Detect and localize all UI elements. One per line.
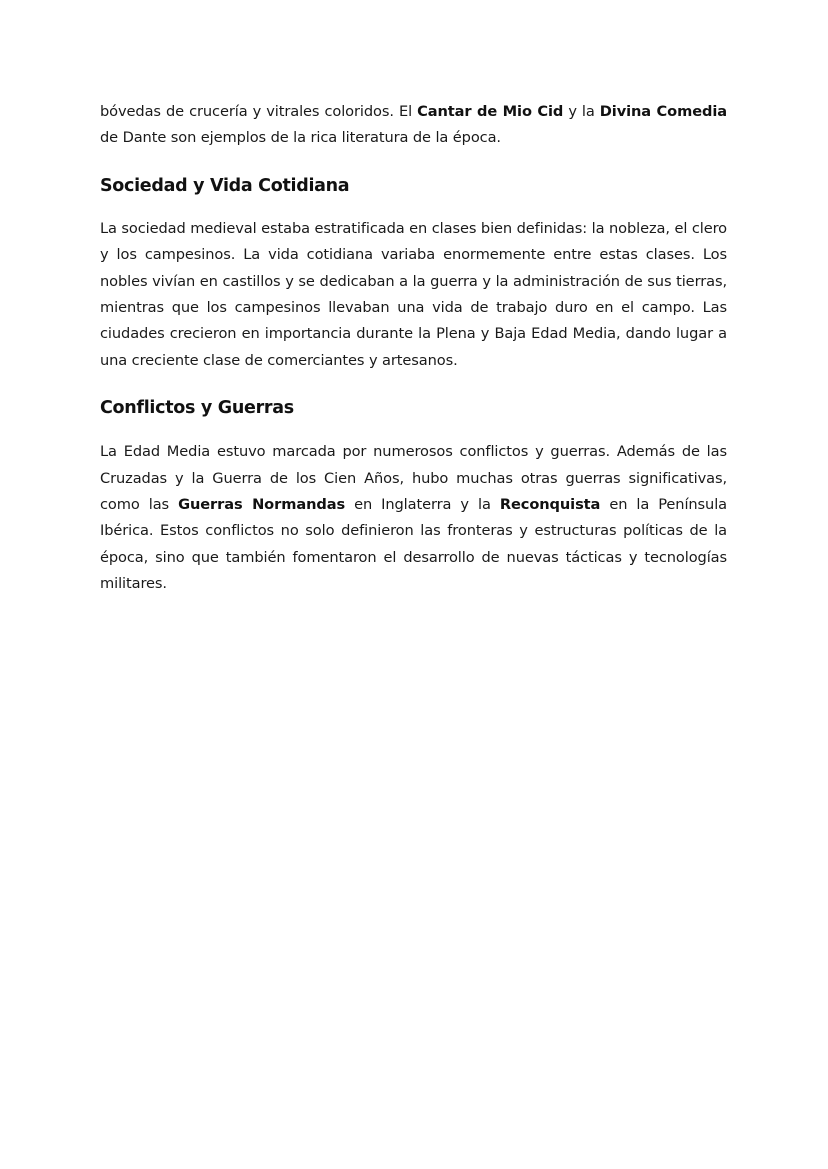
intro-bold-divina: Divina Comedia — [599, 103, 727, 120]
intro-paragraph — [100, 99, 727, 152]
conflictos-bold-reconquista: Reconquista — [499, 496, 601, 514]
document-body — [100, 99, 727, 598]
conflictos-text-2: en Inglaterra y la — [345, 496, 500, 514]
sociedad-text: La sociedad medieval estaba estratificada en clases bien definidas: la nobleza, el clero y los campesinos. La vida cotidiana variaba enormemente entre estas clases. Los nobles vivían en castillos y se dedicaban a la guerra y la administración de sus tierras, mientras que los campesinos llevaban una vida de trabajo duro en el campo. Las ciudades crecieron en importancia durante la Plena y Baja Edad Media, dando lugar a una creciente clase de comerciantes y artesanos. — [100, 219, 727, 369]
conflictos-text-3: en la Península Ibérica. Estos conflictos no solo definieron las fronteras y estructuras políticas de la época, sino que también fomentaron el desarrollo de nuevas tácticas y tecnologías militares. — [100, 496, 727, 593]
section-heading-sociedad: Sociedad y Vida Cotidiana — [100, 175, 350, 196]
intro-text-1: bóvedas de crucería y vitrales coloridos. El — [100, 103, 418, 120]
conflictos-bold-normandas: Guerras Normandas — [178, 496, 346, 514]
intro-text-2: y la — [563, 103, 600, 120]
intro-bold-cantar: Cantar de Mio Cid — [417, 103, 564, 120]
section-paragraph-conflictos — [100, 439, 727, 597]
intro-text-3: de Dante son ejemplos de la rica literatura de la época. — [100, 129, 501, 147]
section-heading-conflictos: Conflictos y Guerras — [100, 398, 294, 419]
section-paragraph-sociedad — [100, 216, 727, 374]
conflictos-text-1: La Edad Media estuvo marcada por numerosos conflictos y guerras. Además de las Cruzadas y la Guerra de los Cien Años, hubo muchas otras guerras significativas, como las — [100, 443, 727, 514]
